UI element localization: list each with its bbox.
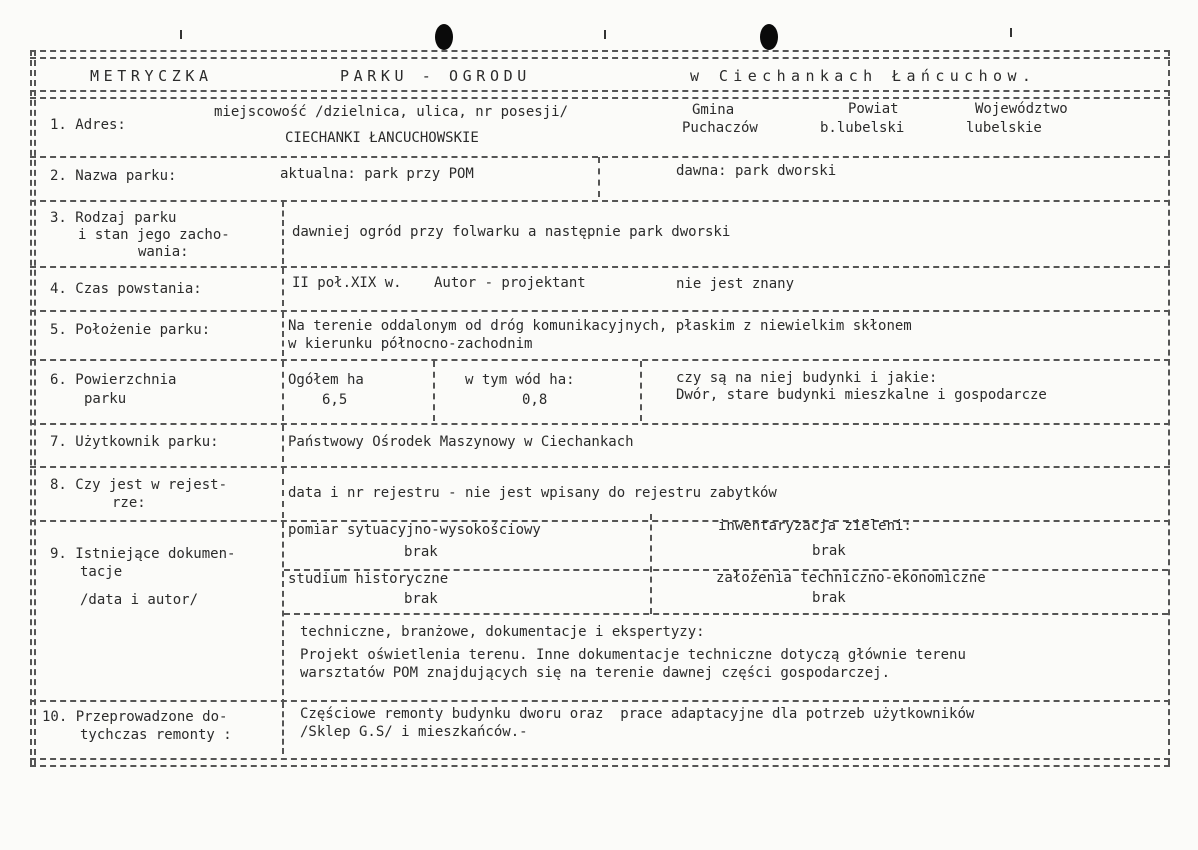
dokumentacje-studium-label: studium historyczne <box>288 571 449 587</box>
polozenie-line-1: Na terenie oddalonym od dróg komunikacyjnych, płaskim z niewielkim skłonem <box>288 318 912 334</box>
row-divider <box>30 359 1170 361</box>
rodzaj-value: dawniej ogród przy folwarku a następnie park dworski <box>292 224 731 240</box>
nazwa-current: aktualna: park przy POM <box>280 166 474 182</box>
remonty-label-2: tychczas remonty : <box>80 727 232 743</box>
frame-top <box>30 50 1170 59</box>
cell-divider <box>284 613 1168 615</box>
dokumentacje-inw-label: inwentaryzacja zieleni: <box>718 518 912 534</box>
punch-hole-right <box>760 24 778 50</box>
row-divider <box>30 266 1170 268</box>
row-divider <box>30 520 1170 522</box>
header-divider <box>30 90 1170 99</box>
powierzchnia-total-label: Ogółem ha <box>288 372 364 388</box>
powierzchnia-total-value: 6,5 <box>322 392 348 408</box>
rejestr-label-2: rze: <box>112 495 146 511</box>
remonty-line-2: /Sklep G.S/ i mieszkańców.- <box>300 724 528 740</box>
rodzaj-label-2: i stan jego zacho- <box>78 227 230 243</box>
remonty-label-1: 10. Przeprowadzone do- <box>42 709 228 725</box>
edge-tick <box>1010 28 1012 37</box>
dokumentacje-tech-line-2: warsztatów POM znajdujących się na terenie dawnej części gospodarczej. <box>300 665 891 681</box>
header-title-mid: PARKU - OGRODU <box>340 67 531 85</box>
row-divider <box>30 310 1170 312</box>
header-title-left: METRYCZKA <box>90 67 213 85</box>
czas-author-value: nie jest znany <box>676 276 795 292</box>
label-column-divider <box>282 312 284 356</box>
dokumentacje-pomiar-value: brak <box>404 544 438 560</box>
adres-powiat-value: b.lubelski <box>820 120 905 136</box>
polozenie-line-2: w kierunku północno-zachodnim <box>288 336 533 352</box>
czas-author-label: Autor - projektant <box>434 275 586 291</box>
dokumentacje-inw-value: brak <box>812 543 846 559</box>
adres-powiat-header: Powiat <box>848 101 899 117</box>
dokumentacje-label-1: 9. Istniejące dokumen- <box>50 546 236 562</box>
dokumentacje-divider <box>650 514 652 614</box>
powierzchnia-divider-1 <box>433 361 435 421</box>
dokumentacje-zal-value: brak <box>812 590 846 606</box>
adres-gmina-value: Puchaczów <box>682 120 758 136</box>
powierzchnia-buildings-value: Dwór, stare budynki mieszkalne i gospodarcze <box>676 387 1047 403</box>
punch-hole-left <box>435 24 453 50</box>
adres-woj-value: lubelskie <box>966 120 1042 136</box>
dokumentacje-label-2: tacje <box>80 564 123 580</box>
rejestr-value: data i nr rejestru - nie jest wpisany do rejestru zabytków <box>288 485 777 501</box>
header-title-right: w Ciechankach Łańcuchow. <box>690 67 1037 85</box>
frame-bottom <box>30 758 1170 767</box>
dokumentacje-label-3: /data i autor/ <box>80 592 199 608</box>
powierzchnia-water-value: 0,8 <box>522 392 548 408</box>
rejestr-label-1: 8. Czy jest w rejest- <box>50 477 228 493</box>
label-column-divider <box>282 361 284 421</box>
powierzchnia-label-2: parku <box>84 391 127 407</box>
nazwa-former: dawna: park dworski <box>676 163 837 179</box>
row-divider <box>30 156 1170 158</box>
row-divider <box>30 700 1170 702</box>
nazwa-divider <box>598 157 600 197</box>
uzytkownik-value: Państwowy Ośrodek Maszynowy w Ciechankach <box>288 434 634 450</box>
dokumentacje-studium-value: brak <box>404 591 438 607</box>
adres-woj-header: Województwo <box>975 101 1068 117</box>
dokumentacje-pomiar-label: pomiar sytuacyjno-wysokościowy <box>288 522 541 538</box>
adres-gmina-header: Gmina <box>692 102 735 118</box>
label-column-divider <box>282 702 284 754</box>
label-column-divider <box>282 425 284 462</box>
label-column-divider <box>282 201 284 264</box>
powierzchnia-label-1: 6. Powierzchnia <box>50 372 177 388</box>
powierzchnia-buildings-label: czy są na niej budynki i jakie: <box>676 370 938 386</box>
label-column-divider <box>282 468 284 518</box>
edge-tick <box>180 30 182 39</box>
row-divider <box>30 200 1170 202</box>
row-divider <box>30 423 1170 425</box>
powierzchnia-divider-2 <box>640 361 642 421</box>
edge-tick <box>604 30 606 39</box>
rodzaj-label-1: 3. Rodzaj parku <box>50 210 177 226</box>
dokumentacje-zal-label: założenia techniczno-ekonomiczne <box>716 570 986 586</box>
czas-label: 4. Czas powstania: <box>50 281 202 297</box>
uzytkownik-label: 7. Użytkownik parku: <box>50 434 219 450</box>
dokumentacje-tech-label: techniczne, branżowe, dokumentacje i ekspertyzy: <box>300 624 705 640</box>
czas-value: II poł.XIX w. <box>292 275 402 291</box>
powierzchnia-water-label: w tym wód ha: <box>465 372 575 388</box>
adres-street-header: miejscowość /dzielnica, ulica, nr posesji/ <box>214 104 569 120</box>
nazwa-label: 2. Nazwa parku: <box>50 168 177 184</box>
label-column-divider <box>282 268 284 306</box>
polozenie-label: 5. Położenie parku: <box>50 322 211 338</box>
dokumentacje-tech-line-1: Projekt oświetlenia terenu. Inne dokumentacje techniczne dotyczą głównie terenu <box>300 647 966 663</box>
rodzaj-label-3: wania: <box>138 244 189 260</box>
adres-label: 1. Adres: <box>50 117 126 133</box>
row-divider <box>30 466 1170 468</box>
remonty-line-1: Częściowe remonty budynku dworu oraz prace adaptacyjne dla potrzeb użytkowników <box>300 706 975 722</box>
adres-street-value: CIECHANKI ŁANCUCHOWSKIE <box>285 130 479 146</box>
